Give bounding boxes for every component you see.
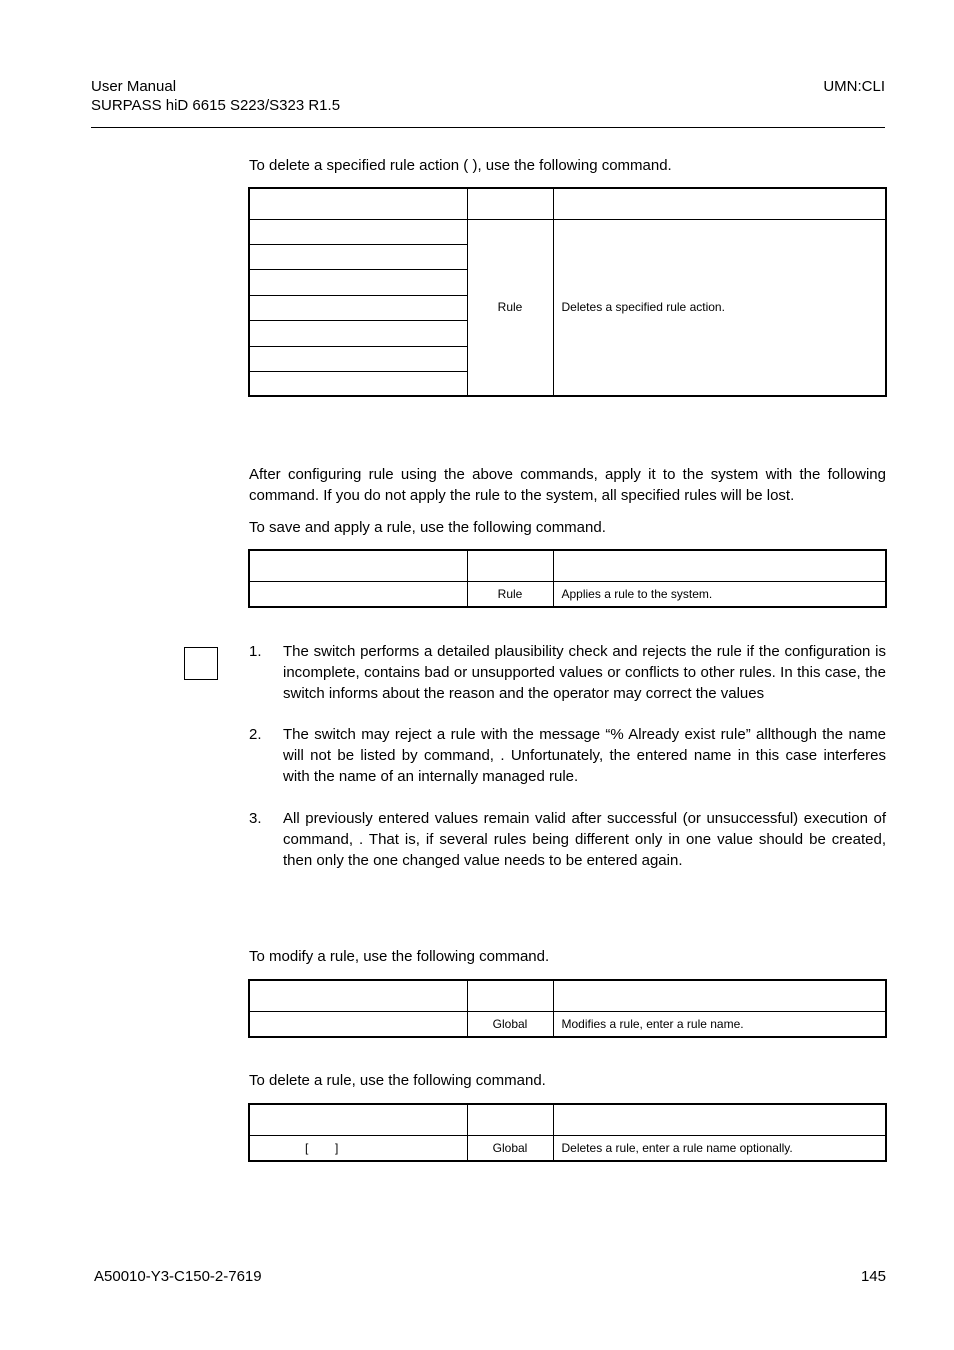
command-cell: [249, 1011, 467, 1037]
note-text: The switch may reject a rule with the message “% Already exist rule” allthough the name will not be listed by command, . Unfortunately, the entered name in this case interferes with the name of an internally managed rule.: [283, 726, 886, 785]
note-number: 1.: [249, 643, 262, 660]
command-row: [249, 269, 467, 295]
note-icon: [184, 647, 218, 680]
table-header-description: [553, 1104, 886, 1135]
mode-cell: Rule: [467, 581, 553, 607]
delete-rule-intro: To delete a rule, use the following command.: [249, 1072, 546, 1089]
apply-rule-intro: To save and apply a rule, use the following command.: [249, 519, 606, 536]
header-title: User Manual: [91, 78, 177, 95]
table-header-mode: [467, 1104, 553, 1135]
mode-cell: Global: [467, 1135, 553, 1161]
description-cell: Modifies a rule, enter a rule name.: [553, 1011, 886, 1037]
note-item: [249, 808, 886, 871]
table-header-mode: [467, 980, 553, 1011]
table-header-mode: [467, 188, 553, 219]
table-header-description: [553, 188, 886, 219]
modify-rule-table: [248, 979, 887, 1038]
command-row: [249, 346, 467, 371]
command-row: [249, 320, 467, 346]
description-cell: Applies a rule to the system.: [553, 581, 886, 607]
note-text: All previously entered values remain valid after successful (or unsuccessful) execution of command, . That is, if several rules being different only in one value should be created, then only the one changed value needs to be entered again.: [283, 810, 886, 869]
command-row: [249, 371, 467, 396]
header-doc-type: UMN:CLI: [823, 78, 885, 95]
apply-rule-paragraph: After configuring rule using the above commands, apply it to the system with the following command. If you do not apply the rule to the system, all specified rules will be lost.: [249, 466, 886, 504]
note-item: [249, 641, 886, 725]
header-divider: [91, 127, 885, 128]
modify-rule-intro: To modify a rule, use the following command.: [249, 948, 550, 965]
command-row: [249, 244, 467, 269]
command-row: [249, 295, 467, 320]
table-header-command: [249, 550, 467, 581]
table-header-command: [249, 1104, 467, 1135]
note-item: [249, 724, 886, 787]
table-header-description: [553, 980, 886, 1011]
command-cell: [249, 581, 467, 607]
delete-rule-action-table: [248, 187, 887, 397]
delete-rule-table: [248, 1103, 887, 1162]
table-header-command: [249, 188, 467, 219]
command-row: [249, 219, 467, 244]
command-cell: [ ]: [249, 1135, 467, 1161]
table-header-command: [249, 980, 467, 1011]
mode-cell: Global: [467, 1011, 553, 1037]
apply-rule-table: [248, 549, 887, 608]
page-number: 145: [860, 1268, 886, 1285]
note-number: 2.: [249, 726, 262, 743]
header-subtitle: SURPASS hiD 6615 S223/S323 R1.5: [91, 97, 341, 114]
mode-cell: Rule: [467, 219, 553, 396]
footer-doc-id: A50010-Y3-C150-2-7619: [94, 1268, 262, 1285]
note-text: The switch performs a detailed plausibility check and rejects the rule if the configuration is incomplete, contains bad or unsupported values or conflicts to other rules. In this case, the switch informs about the reason and the operator may correct the values: [283, 643, 886, 702]
table-header-description: [553, 550, 886, 581]
note-number: 3.: [249, 810, 262, 827]
delete-rule-action-intro: To delete a specified rule action ( ), use the following command.: [249, 157, 672, 174]
description-cell: Deletes a specified rule action.: [553, 219, 886, 396]
table-header-mode: [467, 550, 553, 581]
description-cell: Deletes a rule, enter a rule name optionally.: [553, 1135, 886, 1161]
